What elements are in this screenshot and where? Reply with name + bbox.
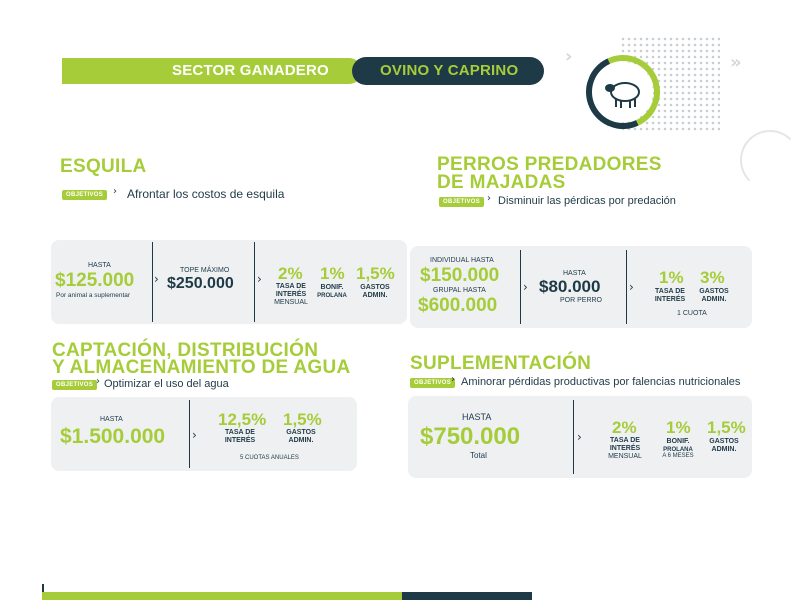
suple-gastos: 1,5%: [707, 418, 746, 437]
double-chevron-icon: »: [730, 52, 742, 73]
esquila-bonif-l1: BONIF.: [320, 284, 344, 291]
esquila-title: ESQUILA: [60, 156, 147, 177]
perros-title-l2: DE MAJADAS: [437, 172, 566, 193]
perros-rate-l2: INTERÉS: [654, 296, 686, 303]
objetivos-tag: OBJETIVOS: [52, 380, 97, 390]
suple-bonif-l3: A 6 MESES: [662, 453, 694, 459]
agua-amount: $1.500.000: [60, 425, 166, 448]
esquila-tope-label: TOPE MÁXIMO: [180, 267, 230, 274]
arrow-right-icon: ›: [113, 186, 117, 197]
decorative-arc: [740, 130, 800, 190]
suple-gastos-l1: GASTOS: [709, 438, 739, 445]
agua-cuotas: 5 CUOTAS ANUALES: [240, 455, 299, 461]
objetivos-tag: OBJETIVOS: [410, 378, 455, 388]
esquila-gastos-l2: ADMIN.: [362, 292, 388, 299]
esquila-rate-l1: TASA DE: [276, 283, 306, 290]
suple-bonif: 1%: [666, 418, 691, 437]
perros-rate-l1: TASA DE: [655, 288, 685, 295]
arrow-right-icon: ›: [487, 193, 491, 204]
perros-individual: $150.000: [420, 265, 500, 286]
arrow-right-icon: ›: [154, 272, 159, 286]
suple-bonif-l1: BONIF.: [666, 438, 690, 445]
perros-per-dog-sub: POR PERRO: [560, 297, 603, 304]
esquila-amount-sub: Por animal a suplementar: [56, 292, 131, 299]
sector-title: SECTOR GANADERO: [172, 62, 329, 79]
perros-cuota: 1 CUOTA: [677, 310, 707, 317]
separator: [573, 400, 574, 474]
esquila-objective: Afrontar los costos de esquila: [127, 187, 285, 201]
separator: [254, 242, 255, 322]
footer-green-bar: [42, 592, 402, 600]
objetivos-tag: OBJETIVOS: [62, 190, 107, 200]
suple-hasta-label: HASTA: [462, 412, 492, 422]
arrow-right-icon: ›: [451, 374, 455, 385]
suple-amount: $750.000: [420, 423, 521, 450]
arrow-right-icon: ›: [96, 376, 100, 387]
esquila-bonif-l2: PROLANA: [317, 293, 347, 299]
perros-gastos: 3%: [700, 268, 725, 287]
esquila-gastos: 1,5%: [356, 264, 395, 283]
perros-gastos-l1: GASTOS: [699, 288, 729, 295]
agua-rate-l1: TASA DE: [225, 429, 255, 436]
esquila-amount: $125.000: [55, 270, 135, 291]
suple-amount-sub: Total: [470, 451, 487, 460]
arrow-right-icon: ›: [523, 280, 528, 294]
suple-gastos-l2: ADMIN.: [711, 446, 737, 453]
esquila-hasta-label: HASTA: [88, 262, 111, 269]
suple-title: SUPLEMENTACIÓN: [410, 353, 592, 374]
footer-dark-bar: [402, 592, 532, 600]
suple-rate-l2: INTERÉS: [609, 445, 641, 452]
sheep-icon: [601, 70, 645, 114]
objetivos-tag: OBJETIVOS: [439, 197, 484, 207]
agua-gastos-l1: GASTOS: [286, 429, 316, 436]
agua-title-l2: Y ALMACENAMIENTO DE AGUA: [52, 357, 351, 378]
perros-individual-label: INDIVIDUAL HASTA: [430, 257, 494, 264]
agua-title-l1: CAPTACIÓN, DISTRIBUCIÓN: [52, 340, 319, 361]
suple-rate-l1: TASA DE: [610, 437, 640, 444]
perros-grupal: $600.000: [418, 295, 498, 316]
agua-rate: 12,5%: [218, 410, 267, 429]
arrow-right-icon: ›: [577, 430, 582, 444]
perros-objective: Disminuir las pérdicas por predación: [498, 195, 676, 207]
suple-rate: 2%: [612, 418, 637, 437]
suple-objective: Aminorar pérdidas productivas por falencias nutricionales: [461, 376, 741, 388]
agua-rate-l2: INTERÉS: [224, 437, 256, 444]
agua-objective: Optimizar el uso del agua: [104, 378, 229, 390]
esquila-rate-l2: INTERÉS: [275, 291, 307, 298]
perros-title-l1: PERROS PREDADORES: [437, 154, 662, 175]
separator: [520, 250, 521, 324]
suple-bonif-l2: PROLANA: [663, 447, 693, 453]
agua-hasta-label: HASTA: [100, 416, 123, 423]
arrow-right-icon: ›: [629, 280, 634, 294]
esquila-tope: $250.000: [167, 275, 234, 292]
arrow-right-icon: ›: [257, 272, 262, 286]
suple-rate-l3: MENSUAL: [608, 453, 642, 460]
agua-gastos: 1,5%: [283, 410, 322, 429]
separator: [189, 400, 190, 468]
esquila-gastos-l1: GASTOS: [360, 284, 390, 291]
perros-per-dog: $80.000: [539, 277, 601, 296]
perros-rate: 1%: [659, 268, 684, 287]
separator: [626, 250, 627, 324]
arrow-right-icon: ›: [192, 428, 197, 442]
subsector-title: OVINO Y CAPRINO: [380, 62, 519, 79]
agua-gastos-l2: ADMIN.: [288, 437, 314, 444]
chevron-right-icon: ›: [565, 46, 573, 67]
perros-gastos-l2: ADMIN.: [701, 296, 727, 303]
esquila-rate-l3: MENSUAL: [274, 299, 308, 306]
perros-hasta-label: HASTA: [563, 270, 586, 277]
perros-grupal-label: GRUPAL HASTA: [433, 287, 486, 294]
esquila-bonif: 1%: [320, 264, 345, 283]
separator: [152, 242, 153, 322]
esquila-rate: 2%: [278, 264, 303, 283]
